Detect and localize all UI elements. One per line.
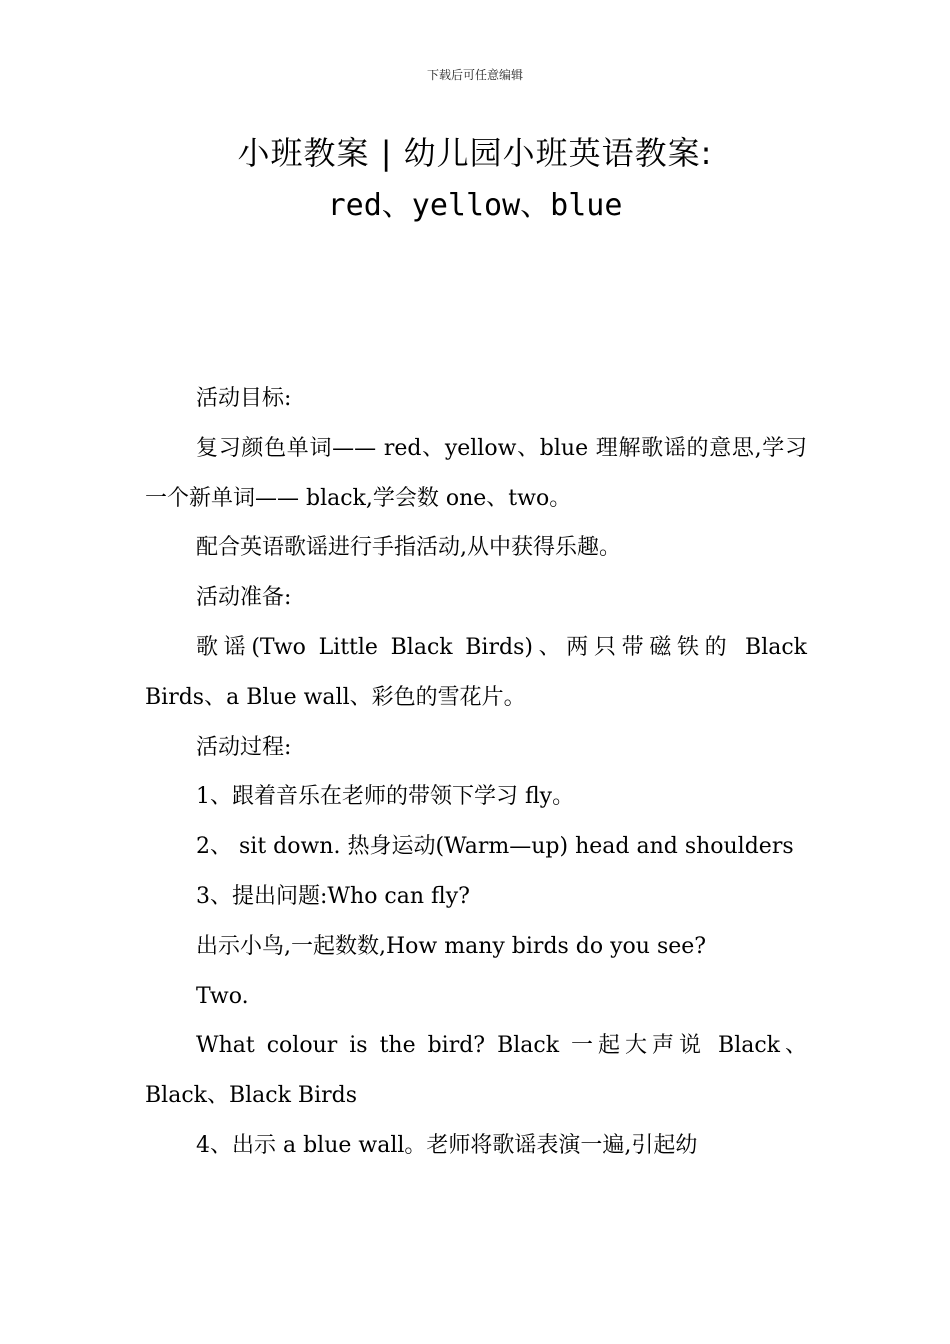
paragraph-step-4: 4、出示 a blue wall。老师将歌谣表演一遍,引起幼 (196, 1132, 698, 1158)
paragraph-answer-two: Two. (196, 983, 249, 1009)
paragraph-materials: 歌谣(Two Little Black Birds)、两只带磁铁的 Black Birds、a Blue wall、彩色的雪花片。 (145, 634, 807, 710)
header-note: 下载后可任意编辑 (426, 68, 523, 82)
paragraph-finger-activity: 配合英语歌谣进行手指活动,从中获得乐趣。 (196, 535, 621, 561)
document-title-line-1: 小班教案 | 幼儿园小班英语教案: (237, 134, 713, 172)
paragraph-count-birds: 出示小鸟,一起数数,How many birds do you see? (196, 933, 707, 959)
heading-activity-process: 活动过程: (196, 734, 292, 760)
heading-activity-goals: 活动目标: (196, 386, 292, 411)
paragraph-review-colors: 复习颜色单词—— red、yellow、blue 理解歌谣的意思,学习一个新单词—— black,学会数 one、two。 (145, 435, 807, 511)
document-body (145, 374, 807, 1171)
paragraph-step-1: 1、跟着音乐在老师的带领下学习 fly。 (196, 784, 575, 810)
heading-activity-preparation: 活动准备: (196, 585, 292, 611)
document-title-line-2: red、yellow、blue (327, 188, 623, 223)
paragraph-step-2: 2、 sit down. 热身运动(Warm—up) head and shoulders (196, 834, 794, 860)
paragraph-step-3: 3、提出问题:Who can fly? (196, 883, 470, 909)
paragraph-bird-colour: What colour is the bird? Black 一起大声说 Black、Black、Black Birds (145, 1033, 807, 1109)
